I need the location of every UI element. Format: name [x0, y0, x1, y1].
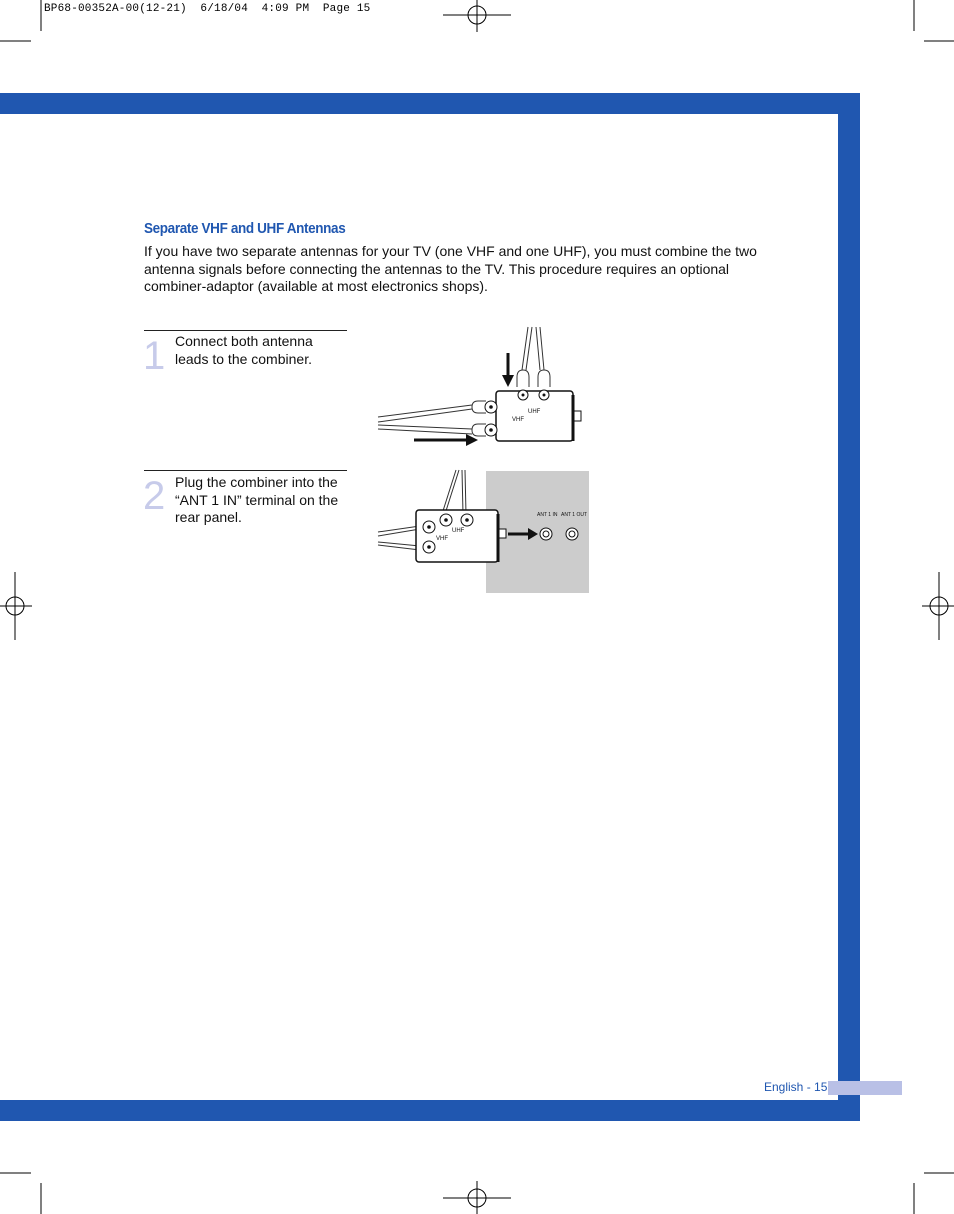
step-2-text: Plug the combiner into the “ANT 1 IN” terminal on the rear panel.: [175, 474, 339, 525]
combiner-diagram-1: [376, 325, 596, 455]
section-heading: Separate VHF and UHF Antennas: [144, 220, 346, 237]
diagram-1-vhf-label: VHF: [512, 417, 524, 423]
combiner-diagram-2: [376, 468, 596, 598]
top-color-band: [0, 93, 860, 114]
ant-1-out-label: ANT 1 OUT: [561, 512, 588, 518]
step-1-rule: [144, 330, 347, 331]
ant-1-in-label: ANT 1 IN: [537, 512, 558, 518]
footer-color-bar: [828, 1081, 902, 1095]
arrow-right-icon: [414, 434, 478, 446]
arrow-down-icon: [502, 353, 514, 387]
step-2-rule: [144, 470, 347, 471]
bottom-color-band: [0, 1100, 860, 1121]
diagram-2-uhf-label: UHF: [452, 528, 465, 534]
step-2-number: 2: [143, 474, 166, 518]
print-slug: BP68-00352A-00(12-21) 6/18/04 4:09 PM Page 15: [44, 3, 371, 15]
intro-paragraph: If you have two separate antennas for your TV (one VHF and one UHF), you must combine the two antenna signals before connecting the antennas to the TV. This procedure requires an optional combiner-adaptor (available at most electronics shops).: [144, 243, 757, 294]
step-1-number: 1: [143, 334, 166, 378]
diagram-2-vhf-label: VHF: [436, 536, 448, 542]
diagram-1-uhf-label: UHF: [528, 409, 541, 415]
step-1-text: Connect both antenna leads to the combiner.: [175, 333, 313, 367]
right-color-band: [838, 93, 860, 1121]
page-footer: English - 15: [764, 1080, 828, 1094]
